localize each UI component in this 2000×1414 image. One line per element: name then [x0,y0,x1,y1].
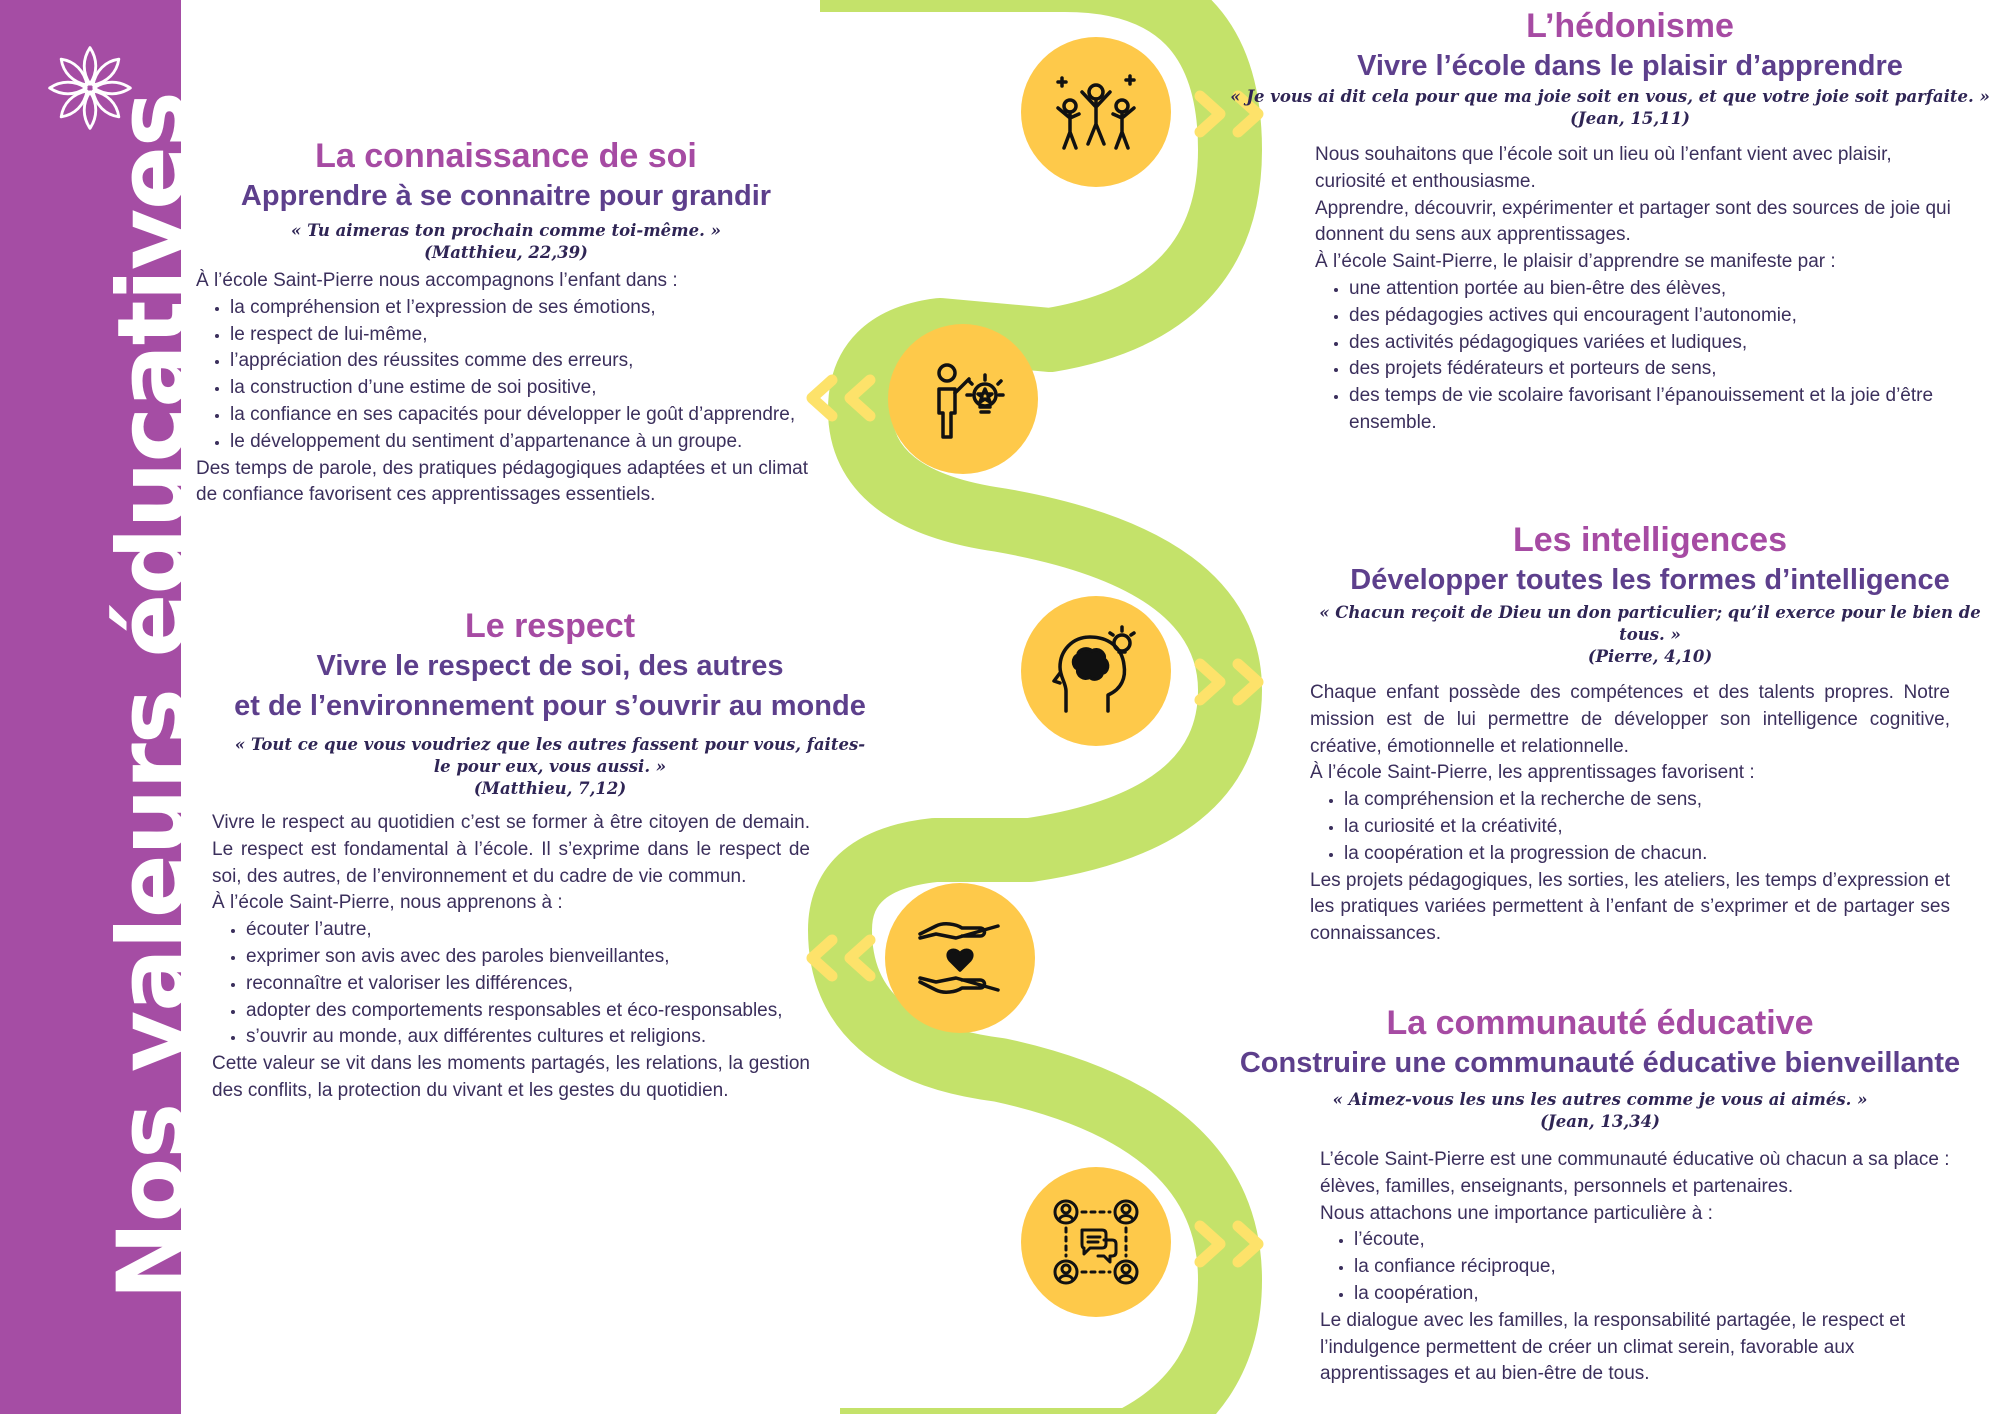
bullet-list [1315,276,1965,437]
list-item: • le respect de lui-même, [230,322,808,349]
list-item: • le développement du sentiment d’appartenance à un groupe. [230,429,808,456]
paragraph: Cette valeur se vit dans les moments partagés, les relations, la gestion des conflits, la protection du vivant et les gestes du quotidien. [212,1053,810,1101]
paragraph: Apprendre, découvrir, expérimenter et partager sont des sources de joie qui donnent du sens aux apprentissages. [1315,197,1951,246]
section-communaute [1205,1003,1995,1388]
paragraph: Vivre le respect au quotidien c’est se former à être citoyen de demain. Le respect est fondamental à l’école. Il s’exprime dans le respect de soi, des autres, de l’environnement et du cadre de vie commun. [212,812,810,887]
icon-circle-hedonisme [1021,37,1171,187]
bible-quote: « Chacun reçoit de Dieu un don particulier; qu’il exerce pour le bien de tous. » [1319,603,1981,644]
list-item: • écouter l’autre, [246,917,810,944]
bullet-list [212,917,810,1051]
bible-reference: (Pierre, 4,10) [1587,647,1713,666]
person-idea-icon [913,349,1013,449]
section-subtitle: et de l’environnement pour s’ouvrir au monde [234,690,866,722]
paragraph: Des temps de parole, des pratiques pédagogiques adaptées et un climat de confiance favorisent ces apprentissages essentiels. [196,457,808,506]
paragraph: À l’école Saint-Pierre, les apprentissages favorisent : [1310,762,1755,784]
list-item: • la curiosité et la créativité, [1344,814,1950,841]
paragraph: Les projets pédagogiques, les sorties, les ateliers, les temps d’expression et les pratiques variées permettent à l’enfant de s’exprimer et de partager ses connaissances. [1310,869,1951,945]
list-item: • exprimer son avis avec des paroles bienveillantes, [246,944,810,971]
list-item: • la compréhension et la recherche de sens, [1344,787,1950,814]
section-title: Le respect [464,607,636,645]
bible-quote: « Aimez-vous les uns les autres comme je vous ai aimés. » [1332,1090,1868,1109]
head-brain-bulb-icon [1046,621,1146,721]
bible-reference: (Matthieu, 22,39) [424,243,588,262]
section-hedonisme [1230,6,1995,437]
section-title: La communauté éducative [1386,1004,1814,1042]
bible-quote: « Tu aimeras ton prochain comme toi-même. » [291,221,721,240]
celebrating-people-icon [1046,62,1146,162]
section-body [212,810,810,1105]
section-title: La connaissance de soi [315,137,697,175]
paragraph: À l’école Saint-Pierre, le plaisir d’apprendre se manifeste par : [1315,251,1836,273]
icon-circle-communaute [1021,1167,1171,1317]
section-subtitle: Vivre le respect de soi, des autres [316,650,784,682]
list-item: • la construction d’une estime de soi positive, [230,375,808,402]
section-subtitle: Vivre l’école dans le plaisir d’apprendre [1357,50,1903,82]
list-item: • l’appréciation des réussites comme des erreurs, [230,348,808,375]
community-dialogue-icon [1046,1192,1146,1292]
section-title: L’hédonisme [1526,7,1734,45]
list-item: • une attention portée au bien-être des élèves, [1349,276,1965,303]
paragraph: L’école Saint-Pierre est une communauté éducative où chacun a sa place : élèves, familles, enseignants, personnels et partenaires. [1320,1149,1950,1197]
section-subtitle: Apprendre à se connaitre pour grandir [240,180,772,212]
sidebar-title: Nos valeurs éducatives [98,92,207,1300]
bullet-list [1320,1227,1960,1307]
section-title: Les intelligences [1513,521,1787,559]
list-item: • l’écoute, [1354,1227,1960,1254]
bible-quote: « Tout ce que vous voudriez que les autres fassent pour vous, faites-le pour eux, vous aussi. » [234,735,866,776]
section-intelligences [1310,520,1990,948]
list-item: • la confiance en ses capacités pour développer le goût d’apprendre, [230,402,808,429]
chevron-right-icon [1192,652,1282,712]
paragraph: À l’école Saint-Pierre nous accompagnons l’enfant dans : [196,270,678,291]
section-body [1315,142,1965,437]
bullet-list [1310,787,1950,867]
list-item: • des temps de vie scolaire favorisant l’épanouissement et la joie d’être ensemble. [1349,383,1965,437]
list-item: • la compréhension et l’expression de ses émotions, [230,295,808,322]
paragraph: Chaque enfant possède des compétences et des talents propres. Notre mission est de lui permettre de développer son intelligence cognitive, créative, émotionnelle et relationnelle. [1310,682,1950,757]
hands-heart-icon [910,908,1010,1008]
section-connaissance [196,136,816,509]
section-subtitle: Développer toutes les formes d’intelligence [1350,564,1950,596]
bible-reference: (Jean, 15,11) [1570,109,1690,128]
section-body [1320,1147,1960,1388]
list-item: • adopter des comportements responsables et éco-responsables, [246,998,810,1025]
bible-reference: (Matthieu, 7,12) [473,779,627,798]
paragraph: Nous souhaitons que l’école soit un lieu où l’enfant vient avec plaisir, curiosité et enthousiasme. [1315,144,1892,192]
list-item: • la coopération et la progression de chacun. [1344,841,1950,868]
list-item: • des activités pédagogiques variées et ludiques, [1349,330,1965,357]
section-body [196,268,808,509]
paragraph: Le dialogue avec les familles, la responsabilité partagée, le respect et l’indulgence permettent de créer un climat serein, favorable aux apprentissages et au bien-être de tous. [1320,1309,1906,1385]
list-item: • la confiance réciproque, [1354,1254,1960,1281]
icon-circle-respect [885,883,1035,1033]
list-item: • reconnaître et valoriser les différences, [246,971,810,998]
section-subtitle: Construire une communauté éducative bienveillante [1239,1047,1961,1079]
section-respect [200,606,900,1105]
section-body [1310,680,1950,948]
bullet-list [196,295,808,456]
bible-quote: « Je vous ai dit cela pour que ma joie soit en vous, et que votre joie soit parfaite. » [1230,87,1990,106]
list-item: • la coopération, [1354,1281,1960,1308]
list-item: • des pédagogies actives qui encouragent l’autonomie, [1349,303,1965,330]
list-item: • s’ouvrir au monde, aux différentes cultures et religions. [246,1024,810,1051]
icon-circle-connaissance [888,324,1038,474]
paragraph: À l’école Saint-Pierre, nous apprenons à : [212,892,563,914]
list-item: • des projets fédérateurs et porteurs de sens, [1349,356,1965,383]
icon-circle-intelligences [1021,596,1171,746]
paragraph: Nous attachons une importance particulière à : [1320,1202,1713,1224]
bible-reference: (Jean, 13,34) [1540,1112,1660,1131]
